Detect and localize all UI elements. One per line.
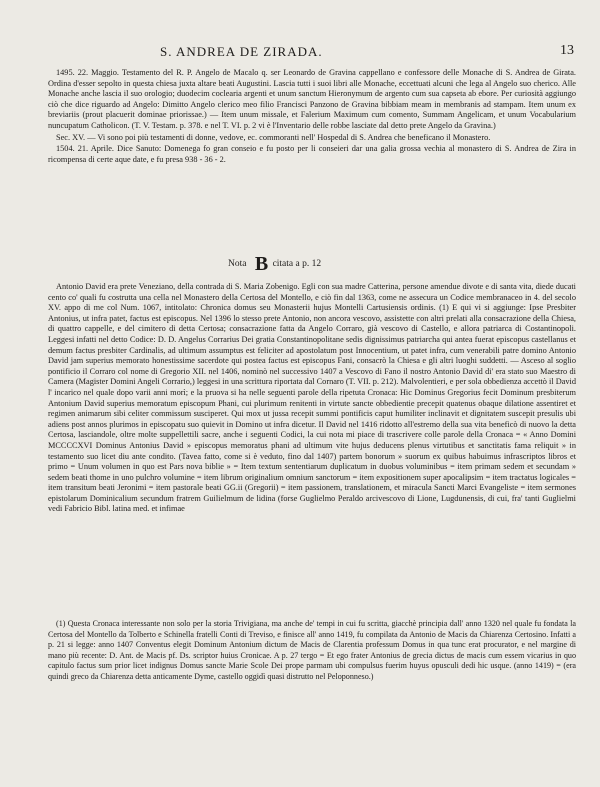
paragraph-sec-xv: Sec. XV. — Vi sono poi più testamenti di donne, vedove, ec. commoranti nell' Hospedal di S. Andrea che beneficano il Monastero.: [56, 132, 491, 142]
footnote: [48, 619, 576, 683]
note-section: [48, 282, 576, 516]
paragraph-1495: 1495. 22. Maggio. Testamento del R. P. Angelo de Macalo q. ser Leonardo de Gravina cappellano e confessore delle Monache di S. Andrea de Girata. Ordina d'esser sepolto in questa chiesa juxta altare beati Augustini. Lascia tutti i suoi libri alle Monache, eccettuati alcuni che lega al Angelo suo cherico. Alle Monache anche lascia il suo orologio; duodecim coclearia argenti et unum sanctum Hieronymum de argento cum sua capseta ab ebore. Per curiosità aggiungo ciò che dice riguardo ad Angelo: Dimitto Angelo clerico meo filio Francisci Panzono de Gravina bibbiam meam in membranis ad stampam. Item unum ex breviariis (prout placuerit dominae priorissae.) — Item unum missale, et Falerium Maximum cum comento, Summam Angelicam, et unum Vocabularium nuncupatum Catholicon. (T. V. Testam. p. 378. e nel T. VI. p. 2 vi è l'Inventario delle robbe lasciate dal detto prete Angelo da Gravina.): [48, 68, 576, 130]
paragraph-1504: 1504. 21. Aprile. Dice Sanuto: Domenega fo gran conseio e fu posto per li conseieri dar una galia grossa vechia al monastero di S. Andrea de Zira in ricompensa di certe aque date, e fu presa 938 - 36 - 2.: [48, 144, 576, 164]
running-title: S. ANDREA DE ZIRADA.: [160, 44, 323, 59]
page-header: [0, 44, 600, 62]
top-section: [48, 68, 576, 166]
footnote-text: (1) Questa Cronaca interessante non solo per la storia Trivigiana, ma anche de' tempi in cui fu scritta, giacchè principia dall' anno 1320 nel quale fu fondata la Certosa del Montello da Tolberto e Schinella fratelli Conti di Treviso, e finisce all' anno 1419, fu compilata da Antonio de Macis da Chiarenza Certosino. Infatti a p. 21 si legge: anno 1407 Conventus elegit Dominum Antonium dictum de Macis de Clarentia professum Domus in qua tunc erat procurator, e nel margine di mano più recente: D. Ant. de Macis pf. Ds. scriptor huius Cronicae. A p. 27 tergo = Et ego frater Antonius de grecia dictus de macis cum essem vicarius in quo capitulo factus sum prior licet indignus Domus sancte Marie Scole Dei prope parmam ubi compulsus fuerim huyus opusculi dedi hic usque. (anno 1419) = (era quindi greco da Chiarenza detta anticamente Dyme, castello oggidì quasi distrutto nel Peloponneso.): [48, 619, 576, 681]
note-label: Nota: [228, 259, 247, 269]
note-letter: B: [254, 253, 269, 275]
paragraph-antonio-david: Antonio David era prete Veneziano, della contrada di S. Maria Zobenigo. Egli con sua madre Catterina, persone amendue divote e di santa vita, diede ducati cento co' quali fu costrutta una cella nel Monastero della Certosa del Montello, e ciò fin dal 1363, come ne assecura un Codice membranaceo in 4. del secolo XV. appo di me col Num. 1067, intitolato: Chronica domus seu Monasterii hujus Montelli Cartusiensis ordinis. (1) E qui vi si aggiunge: Ipse Presbiter Antonius, ut infra patet, factus est episcopus. Nel 1396 lo stesso prete Antonio, non ancora vescovo, assistette con altri prelati alla consacrazione della Chiesa, di quattro cappelle, e del cimitero di detta Certosa; consacrazione fatta da Angelo Corraro, già vescovo di Castello, e allora patriarca di Costantinopoli. Leggesi infatti nel detto Codice: D. D. Angelus Corrarius Dei gratia Constantinopolitane sedis dignissimus patriarcha qui antea fuerat episcopus castellanus et demum factus presbiter Cardinalis, ad ultimum assumptus est feliciter ad apostolatum post Innocentium, ut patet infra, cum venerabili patre domino Antonio David jam superius memorato honestissime sacerdote qui postea factus est episcopus Fani, consacrò la Chiesa e gli altri luoghi suddetti. — Asceso al soglio pontificio il Corraro col nome di Gregorio XII. nel 1406, nominò nel successivo 1407 a Vescovo di Fano il nostro Antonio David di' era stato suo Maestro di Camera (Magister Domini Angeli Corrario,) leggesi in una scrittura riportata dal Cornaro (T. VII. p. 212). Malvolentieri, e per sola obbedienza accettò il David l' incarico nel quale dopo varii anni morì; e la pruova si ha nelle seguenti parole della ripetuta Cronaca: Hic Dominus Gregorius fecit Dominum presbiterum Antonium David superius memoratum episcopum Phani, cui plurimum renitenti in virtute sancte obbedientie precepit quatenus obaque dilatione assentiret et regimen animarum sibi celiter commissum susciperet. Qui mox ut jussa recepit summi pontificis caput humiliter inclinavit et dignitatem suscepit presulis ubi adiens post annos plurimos in episcopatu suo quievit in Domino ut infra dicetur. Il David nel 1416 ridotto all'estremo della sua vita beneficò di nuovo la detta Certosa, lasciandole, oltre molte suppellettili sacre, anche i seguenti Codici, la cui nota mi piace di trascrivere colle parole della Cronaca = « Anno Domini MCCCCXVI Dominus Antonius David » episcopus memoratus phani ad ultimum vite hujus deducens plenus virtutibus et sanctitatis fama reliquit » in testamento suo licet diu ante condito. (Tavea fatto, come si è veduto, fino dal 1407) partem bonorum » suorum ex quibus habuimus infrascriptos libros et primo = Unum volumen in quo est Pars nova biblie » = Item textum sententiarum duplicatum in duobus voluminibus = item primam sedem et secundam » sedem beati thome in uno pulchro volumine = item librum originalium omnium sanctorum = item expositionem super apocalipsim = item tractatus logicales = item transitum beati Jeronimi = item pastorale beati GG.ii (Gregorii) = item passionem, translationem, et miracula Sancti Marci Evangeliste = item sermones epistolarum Dominicalium secundum fratrem Guilielmum de lidina (forse Guglielmo Peraldo arcivescovo di Lione, Lugdunensis, di cui, fra' tanti Guglielmi vedi Fabricio Bibl. latina med. et infimae: [48, 282, 576, 514]
note-reference: citata a p. 12: [272, 259, 322, 269]
page-number: 13: [560, 43, 574, 58]
note-heading: [228, 253, 321, 276]
